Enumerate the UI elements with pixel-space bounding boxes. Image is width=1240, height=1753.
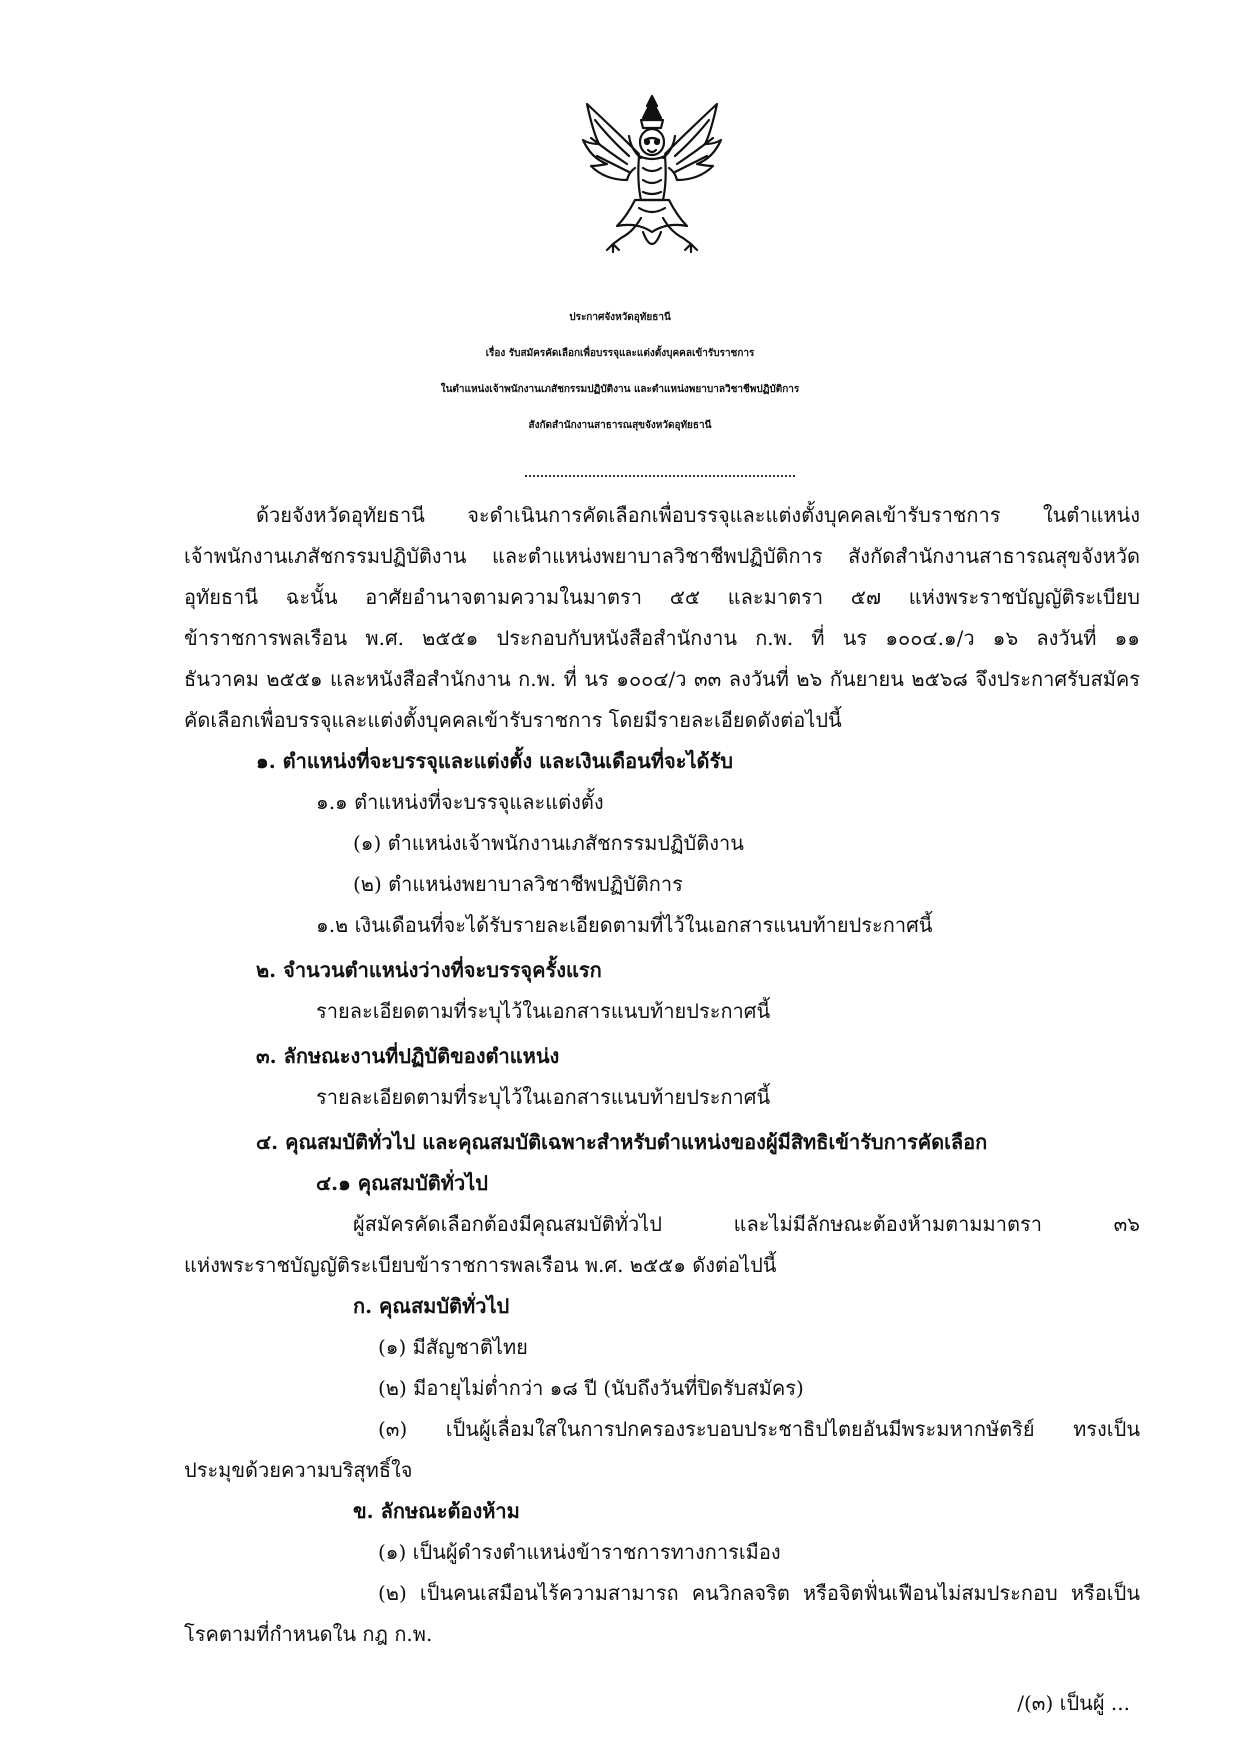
prohibition-item: (๒) เป็นคนเสมือนไร้ความสามารถ คนวิกลจริต หรือจิตฟั่นเฟือนไม่สมประกอบ หรือเป็น — [378, 1581, 1140, 1605]
section-1-heading: ๑. ตำแหน่งที่จะบรรจุและแต่งตั้ง และเงินเดือนที่จะได้รับ — [256, 749, 733, 773]
section-1-2: ๑.๒ เงินเดือนที่จะได้รับรายละเอียดตามที่ไว้ในเอกสารแนบท้ายประกาศนี้ — [316, 913, 933, 937]
prohibitions-heading: ข. ลักษณะต้องห้าม — [353, 1499, 520, 1523]
intro-line: คัดเลือกเพื่อบรรจุและแต่งตั้งบุคคลเข้ารับราชการ โดยมีรายละเอียดดังต่อไปนี้ — [184, 708, 842, 732]
intro-line: อุทัยธานี ฉะนั้น อาศัยอำนาจตามความในมาตรา ๕๕ และมาตรา ๕๗ แห่งพระราชบัญญัติระเบียบ — [184, 585, 1140, 609]
section-3-heading: ๓. ลักษณะงานที่ปฏิบัติของตำแหน่ง — [256, 1044, 560, 1068]
intro-line: ข้าราชการพลเรือน พ.ศ. ๒๕๕๑ ประกอบกับหนังสือสำนักงาน ก.พ. ที่ นร ๑๐๐๔.๑/ว ๑๖ ลงวันที่ ๑๑ — [184, 626, 1140, 650]
separator-dots — [525, 475, 795, 477]
qualification-item: (๑) มีสัญชาติไทย — [378, 1335, 528, 1359]
continued-marker: /(๓) เป็นผู้ ... — [1017, 1691, 1130, 1715]
intro-line: ด้วยจังหวัดอุทัยธานี จะดำเนินการคัดเลือกเพื่อบรรจุและแต่งตั้งบุคคลเข้ารับราชการ ในตำแหน่ง — [256, 503, 1140, 527]
prohibition-item: (๑) เป็นผู้ดำรงตำแหน่งข้าราชการทางการเมือง — [378, 1540, 781, 1564]
garuda-emblem-icon — [577, 92, 727, 262]
qualification-item-cont: ประมุขด้วยความบริสุทธิ์ใจ — [184, 1458, 413, 1482]
section-4-1-para-line2: แห่งพระราชบัญญัติระเบียบข้าราชการพลเรือน พ.ศ. ๒๕๕๑ ดังต่อไปนี้ — [184, 1253, 777, 1277]
document-subject: เรื่อง รับสมัครคัดเลือกเพื่อบรรจุและแต่งตั้งบุคคลเข้ารับราชการ — [485, 348, 755, 359]
section-2-heading: ๒. จำนวนตำแหน่งว่างที่จะบรรจุครั้งแรก — [256, 958, 602, 982]
section-4-heading: ๔. คุณสมบัติทั่วไป และคุณสมบัติเฉพาะสำหรับตำแหน่งของผู้มีสิทธิเข้ารับการคัดเลือก — [256, 1130, 988, 1154]
document-title: ประกาศจังหวัดอุทัยธานี — [569, 312, 671, 323]
section-1-1-item-1: (๑) ตำแหน่งเจ้าพนักงานเภสัชกรรมปฏิบัติงาน — [353, 831, 744, 855]
section-1-1-item-2: (๒) ตำแหน่งพยาบาลวิชาชีพปฏิบัติการ — [353, 872, 683, 896]
qualification-item: (๒) มีอายุไม่ต่ำกว่า ๑๘ ปี (นับถึงวันที่ปิดรับสมัคร) — [378, 1376, 804, 1400]
section-1-1: ๑.๑ ตำแหน่งที่จะบรรจุและแต่งตั้ง — [316, 790, 604, 814]
section-4-1-heading: ๔.๑ คุณสมบัติทั่วไป — [316, 1171, 488, 1195]
document-subject-line2: ในตำแหน่งเจ้าพนักงานเภสัชกรรมปฏิบัติงาน และตำแหน่งพยาบาลวิชาชีพปฏิบัติการ — [440, 384, 800, 395]
document-subject-line3: สังกัดสำนักงานสาธารณสุขจังหวัดอุทัยธานี — [528, 420, 712, 431]
section-2-text: รายละเอียดตามที่ระบุไว้ในเอกสารแนบท้ายประกาศนี้ — [316, 999, 771, 1023]
section-4-1-para: ผู้สมัครคัดเลือกต้องมีคุณสมบัติทั่วไป และไม่มีลักษณะต้องห้ามตามมาตรา ๓๖ — [353, 1212, 1140, 1236]
intro-line: ธันวาคม ๒๕๕๑ และหนังสือสำนักงาน ก.พ. ที่ นร ๑๐๐๔/ว ๓๓ ลงวันที่ ๒๖ กันยายน ๒๕๖๘ จึงประกาศรับสมัคร — [184, 667, 1140, 691]
qualifications-heading: ก. คุณสมบัติทั่วไป — [353, 1294, 510, 1318]
prohibition-item-cont: โรคตามที่กำหนดใน กฎ ก.พ. — [184, 1622, 433, 1646]
qualification-item: (๓) เป็นผู้เลื่อมใสในการปกครองระบอบประชาธิปไตยอันมีพระมหากษัตริย์ ทรงเป็น — [378, 1417, 1140, 1441]
section-3-text: รายละเอียดตามที่ระบุไว้ในเอกสารแนบท้ายประกาศนี้ — [316, 1085, 771, 1109]
intro-line: เจ้าพนักงานเภสัชกรรมปฏิบัติงาน และตำแหน่งพยาบาลวิชาชีพปฏิบัติการ สังกัดสำนักงานสาธารณสุขจังหวัด — [184, 544, 1140, 568]
